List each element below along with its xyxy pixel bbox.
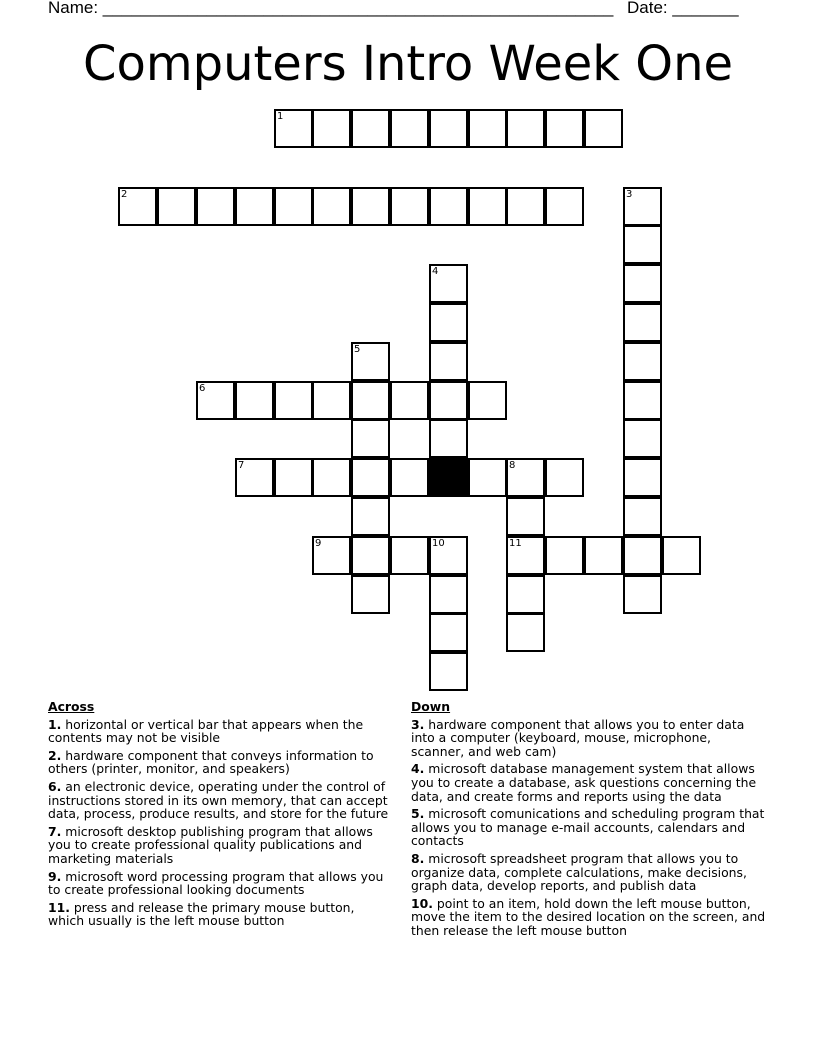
- grid-cell[interactable]: [506, 575, 545, 614]
- clue-item: [411, 852, 766, 893]
- clue-text: horizontal or vertical bar that appears when the contents may not be visible: [48, 716, 364, 746]
- grid-cell[interactable]: [545, 458, 584, 497]
- down-heading: Down: [411, 699, 451, 714]
- grid-cell[interactable]: [623, 575, 662, 614]
- grid-cell[interactable]: [623, 536, 662, 575]
- clue-text: microsoft database management system that allows you to create a database, ask questions concerning the data, and create forms and reports using the data: [411, 761, 757, 804]
- grid-cell[interactable]: [623, 264, 662, 303]
- clue-number: 4: [432, 266, 439, 277]
- grid-cell[interactable]: [506, 613, 545, 652]
- clue-text: microsoft comunications and scheduling program that allows you to manage e-mail accounts, calendars and contacts: [411, 806, 765, 849]
- grid-cell[interactable]: [390, 187, 429, 226]
- grid-cell[interactable]: [274, 187, 313, 226]
- grid-cell[interactable]: [545, 536, 584, 575]
- grid-cell[interactable]: [623, 187, 662, 226]
- clue-number: 8: [509, 460, 516, 471]
- clue-number-label: 8.: [411, 850, 425, 866]
- clue-text: an electronic device, operating under the control of instructions stored in its own memory, that can accept data, process, produce results, and store for the future: [48, 778, 389, 822]
- down-clue-list: [411, 718, 766, 938]
- grid-cell[interactable]: [623, 381, 662, 420]
- grid-cell[interactable]: [584, 536, 623, 575]
- grid-cell[interactable]: [312, 187, 351, 226]
- clue-number-label: 6.: [48, 778, 62, 794]
- across-heading: Across: [48, 699, 95, 714]
- down-clues: [411, 700, 766, 942]
- grid-cell[interactable]: [623, 458, 662, 497]
- grid-cell[interactable]: [390, 381, 429, 420]
- grid-cell[interactable]: [351, 536, 390, 575]
- grid-cell[interactable]: [235, 381, 274, 420]
- date-field-label: Date: _______: [627, 0, 739, 17]
- grid-cell[interactable]: [312, 381, 351, 420]
- clue-number: 5: [354, 344, 361, 355]
- clue-text: microsoft spreadsheet program that allows you to organize data, complete calculations, make decisions, graph data, develop reports, and publish data: [411, 850, 747, 894]
- grid-cell[interactable]: [196, 381, 235, 420]
- clue-item: [411, 807, 766, 848]
- grid-cell[interactable]: [274, 109, 313, 148]
- grid-cell[interactable]: [235, 187, 274, 226]
- grid-cell[interactable]: [351, 458, 390, 497]
- clue-number-label: 7.: [48, 823, 62, 839]
- grid-cell[interactable]: [506, 187, 545, 226]
- grid-cell[interactable]: [584, 109, 623, 148]
- grid-cell[interactable]: [545, 109, 584, 148]
- grid-cell[interactable]: [468, 458, 507, 497]
- grid-cell[interactable]: [274, 458, 313, 497]
- clue-number-label: 1.: [48, 716, 62, 732]
- grid-cell[interactable]: [429, 536, 468, 575]
- clue-number: 11: [509, 538, 522, 549]
- clue-item: [48, 780, 393, 821]
- grid-cell[interactable]: [312, 109, 351, 148]
- clue-text: microsoft word processing program that allows you to create professional looking documents: [48, 868, 384, 898]
- grid-cell[interactable]: [623, 342, 662, 381]
- grid-cell[interactable]: [468, 381, 507, 420]
- clue-item: [48, 825, 393, 866]
- grid-cell[interactable]: [390, 458, 429, 497]
- grid-cell[interactable]: [623, 497, 662, 536]
- clue-text: press and release the primary mouse button, which usually is the left mouse button: [48, 899, 355, 929]
- grid-cell[interactable]: [429, 381, 468, 420]
- clue-text: hardware component that conveys information to others (printer, monitor, and speakers): [48, 747, 374, 777]
- clue-number: 2: [121, 189, 128, 200]
- clue-item: [411, 897, 766, 938]
- grid-cell[interactable]: [429, 303, 468, 342]
- clue-number: 9: [315, 538, 322, 549]
- grid-cell[interactable]: [429, 109, 468, 148]
- grid-cell[interactable]: [351, 419, 390, 458]
- grid-cell[interactable]: [429, 187, 468, 226]
- clue-number-label: 5.: [411, 806, 425, 822]
- clue-number-label: 3.: [411, 716, 425, 732]
- clue-item: [48, 901, 393, 928]
- clue-item: [411, 762, 766, 803]
- grid-cell[interactable]: [506, 497, 545, 536]
- grid-cell[interactable]: [623, 225, 662, 264]
- clue-number-label: 4.: [411, 761, 425, 777]
- grid-cell[interactable]: [429, 264, 468, 303]
- grid-cell[interactable]: [662, 536, 701, 575]
- across-clue-list: [48, 718, 393, 928]
- clue-number-label: 2.: [48, 747, 62, 763]
- grid-cell[interactable]: [429, 652, 468, 691]
- grid-cell[interactable]: [623, 419, 662, 458]
- grid-cell[interactable]: [429, 613, 468, 652]
- grid-cell[interactable]: [429, 575, 468, 614]
- grid-cell[interactable]: [390, 536, 429, 575]
- clue-number-label: 11.: [48, 899, 70, 915]
- grid-cell[interactable]: [429, 419, 468, 458]
- clue-text: point to an item, hold down the left mouse button, move the item to the desired location on the screen, and then release the left mouse button: [411, 895, 766, 938]
- grid-cell[interactable]: [118, 187, 157, 226]
- grid-cell[interactable]: [506, 536, 545, 575]
- grid-cell[interactable]: [351, 342, 390, 381]
- grid-cell[interactable]: [429, 342, 468, 381]
- grid-cell[interactable]: [351, 575, 390, 614]
- clue-item: [48, 749, 393, 776]
- clue-number: 7: [238, 460, 245, 471]
- grid-cell[interactable]: [312, 536, 351, 575]
- grid-cell[interactable]: [468, 187, 507, 226]
- grid-cell[interactable]: [157, 187, 196, 226]
- grid-cell[interactable]: [312, 458, 351, 497]
- clue-item: [411, 718, 766, 759]
- grid-cell[interactable]: [196, 187, 235, 226]
- grid-cell[interactable]: [545, 187, 584, 226]
- across-clues: [48, 700, 393, 932]
- grid-cell[interactable]: [235, 458, 274, 497]
- clue-number: 10: [432, 538, 445, 549]
- name-field-label: Name: ______________________________________________________: [48, 0, 614, 17]
- page-title: Computers Intro Week One: [82, 36, 734, 92]
- clue-number: 3: [626, 189, 633, 200]
- grid-cell[interactable]: [351, 109, 390, 148]
- clue-item: [48, 718, 393, 745]
- grid-cell[interactable]: [468, 109, 507, 148]
- grid-cell[interactable]: [351, 187, 390, 226]
- grid-cell[interactable]: [351, 497, 390, 536]
- grid-cell[interactable]: [623, 303, 662, 342]
- clue-number-label: 10.: [411, 895, 433, 911]
- clue-number-label: 9.: [48, 868, 62, 884]
- blocked-cell: [429, 458, 468, 497]
- clue-text: microsoft desktop publishing program that allows you to create professional quality publications and marketing materials: [48, 823, 373, 866]
- grid-cell[interactable]: [351, 381, 390, 420]
- grid-cell[interactable]: [390, 109, 429, 148]
- grid-cell[interactable]: [506, 458, 545, 497]
- grid-cell[interactable]: [274, 381, 313, 420]
- grid-cell[interactable]: [506, 109, 545, 148]
- clue-number: 6: [199, 383, 206, 394]
- clue-number: 1: [277, 111, 284, 122]
- clue-item: [48, 870, 393, 897]
- clue-text: hardware component that allows you to enter data into a computer (keyboard, mouse, microphone, scanner, and web cam): [411, 716, 745, 759]
